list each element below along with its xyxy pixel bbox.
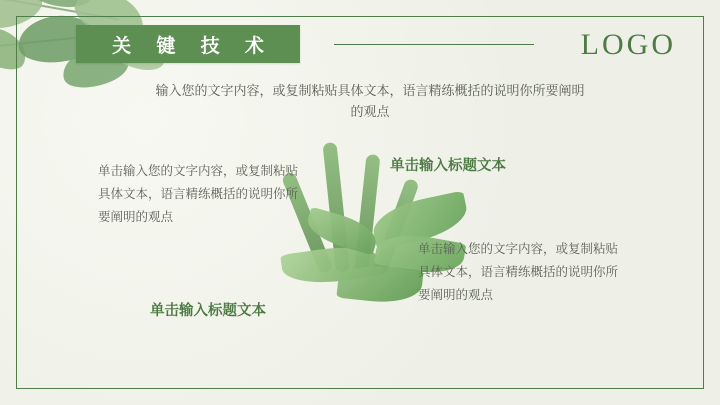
left-heading: 单击输入标题文本 (150, 303, 266, 319)
page-title: 关 键 技 术 (112, 35, 274, 57)
logo (581, 28, 676, 62)
intro-paragraph: 输入您的文字内容，或复制粘贴具体文本，语言精练概括的说明你所要阐明的观点 (155, 83, 585, 119)
text-block-left-title (150, 300, 370, 322)
left-body-text: 单击输入您的文字内容，或复制粘贴具体文本，语言精练概括的说明你所要阐明的观点 (98, 164, 299, 224)
slide-title-banner (76, 25, 300, 63)
right-heading: 单击输入标题文本 (390, 158, 506, 174)
text-block-left-body (98, 160, 310, 229)
text-block-right-body (418, 238, 630, 307)
right-body-text: 单击输入您的文字内容，或复制粘贴具体文本，语言精练概括的说明你所要阐明的观点 (418, 242, 619, 302)
logo-divider-line (334, 44, 534, 45)
logo-text: LOGO (580, 28, 676, 61)
text-block-right-title (390, 155, 620, 177)
